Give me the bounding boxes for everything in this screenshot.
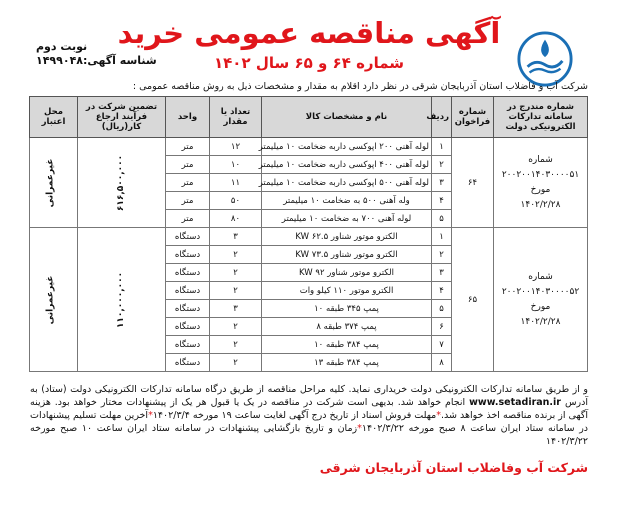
tender-date-label: مورخ xyxy=(530,301,551,312)
item-unit: متر xyxy=(166,156,210,174)
row-number: ۳ xyxy=(432,264,452,282)
call-number-cell: ۶۴ xyxy=(452,138,494,228)
item-unit: دستگاه xyxy=(166,228,210,246)
item-unit: دستگاه xyxy=(166,246,210,264)
row-number: ۱ xyxy=(432,138,452,156)
item-qty: ۱۲ xyxy=(210,138,262,156)
row-number: ۱ xyxy=(432,228,452,246)
tender-date: ۱۴۰۲/۲/۲۸ xyxy=(520,199,561,210)
footer-line1: و از طریق سامانه تدارکات الکترونیکی دولت خریداری نماید. کلیه مراحل مناقصه از طریق درگاه سامانه تدارکات الکترونیکی دولت (ستاد) به آدرس xyxy=(30,384,588,408)
item-unit: متر xyxy=(166,192,210,210)
item-qty: ۲ xyxy=(210,354,262,372)
table-header-row xyxy=(30,97,588,138)
credit-cell xyxy=(30,228,78,372)
item-name: پمپ ۳۸۴ طبقه ۱۳ xyxy=(262,354,432,372)
row-number: ۶ xyxy=(432,318,452,336)
guarantee-amount: ۶۱۶,۵۰۰,۰۰۰ xyxy=(116,154,127,211)
page-title: آگهی مناقصه عمومی خرید xyxy=(117,16,501,50)
item-name: الکترو موتور شناور KW ۶۲.۵ xyxy=(262,228,432,246)
item-name: وله آهنی ۵۰۰ به ضخامت ۱۰ میلیمتر xyxy=(262,192,432,210)
item-name: پمپ ۳۷۴ طبقه ۸ xyxy=(262,318,432,336)
guarantee-amount: ۱۱۰,۰۰۰,۰۰۰ xyxy=(116,271,127,328)
company-name: شرکت آب وفاضلاب استان آذربایجان شرقی xyxy=(319,460,588,475)
row-number: ۴ xyxy=(432,192,452,210)
credit-source: غیرعمرانی xyxy=(45,158,56,207)
item-name: الکترو موتور شناور KW ۹۲ xyxy=(262,264,432,282)
header-guarantee: تضمین شرکت در فرآیند ارجاع کار(ریال) xyxy=(78,97,166,138)
tender-number-cell xyxy=(494,138,588,228)
item-unit: متر xyxy=(166,138,210,156)
header-item: نام و مشخصات کالا xyxy=(262,97,432,138)
row-number: ۲ xyxy=(432,246,452,264)
footer-line2: بدیهی است شرکت در مناقصه در یک یا قبول هر یک از پیشنهادات مختار خواهد بود. هزینه آگهی از برنده مناقصه اخذ خواهد شد. xyxy=(30,397,588,421)
item-qty: ۱۰ xyxy=(210,156,262,174)
item-qty: ۲ xyxy=(210,282,262,300)
item-name: پمپ ۳۴۵ طبقه ۱۰ xyxy=(262,300,432,318)
tender-number-cell xyxy=(494,228,588,372)
header-credit: محل اعتبار xyxy=(30,97,78,138)
item-name: پمپ ۳۸۴ طبقه ۱۰ xyxy=(262,336,432,354)
header-tender-no: شماره مندرج در سامانه تدارکات الکترونیکی دولت xyxy=(494,97,588,138)
call-number-cell: ۶۵ xyxy=(452,228,494,372)
guarantee-cell xyxy=(78,228,166,372)
footer-text xyxy=(30,383,588,448)
item-qty: ۲ xyxy=(210,318,262,336)
header-row: ردیف xyxy=(432,97,452,138)
page-subtitle: شماره ۶۴ و ۶۵ سال ۱۴۰۲ xyxy=(213,54,405,72)
star-icon: * xyxy=(357,423,362,434)
item-qty: ۱۱ xyxy=(210,174,262,192)
row-number: ۳ xyxy=(432,174,452,192)
star-icon: * xyxy=(436,410,441,421)
item-name: لوله آهنی ۲۰۰ اپوکسی داربه ضخامت ۱۰ میلیمتر xyxy=(262,138,432,156)
credit-source: غیرعمرانی xyxy=(45,275,56,324)
table-row xyxy=(30,138,588,156)
item-name: لوله آهنی ۴۰۰ اپوکسی داربه ضخامت ۱۰ میلیمتر xyxy=(262,156,432,174)
footer-line1-end: انجام خواهد شد. xyxy=(397,397,466,408)
item-name: لوله آهنی ۵۰۰ اپوکسی داربه ضخامت ۱۰ میلیمتر xyxy=(262,174,432,192)
tender-table xyxy=(29,96,588,372)
footer-line5: زمان و تاریخ بازگشایی پیشنهادات در سامانه ستاد ایران ساعت ۱۰ صبح مورخه ۱۴۰۲/۳/۲۲ xyxy=(30,423,588,447)
row-number: ۵ xyxy=(432,300,452,318)
item-qty: ۳ xyxy=(210,228,262,246)
item-qty: ۵۰ xyxy=(210,192,262,210)
header-qty: تعداد یا مقدار xyxy=(210,97,262,138)
star-icon: * xyxy=(148,410,153,421)
setad-link[interactable]: www.setadiran.ir xyxy=(469,397,561,408)
item-unit: دستگاه xyxy=(166,354,210,372)
item-name: لوله آهنی ۷۰۰ به ضخامت ۱۰ میلیمتر xyxy=(262,210,432,228)
item-unit: دستگاه xyxy=(166,336,210,354)
item-qty: ۳ xyxy=(210,300,262,318)
footer-line4: آخرین مهلت تسلیم پیشنهادات در سامانه ستاد ایران ساعت ۸ صبح مورخه ۱۴۰۲/۳/۲۲ xyxy=(30,410,589,434)
tender-number-label: شماره xyxy=(528,271,553,282)
row-number: ۲ xyxy=(432,156,452,174)
row-number: ۸ xyxy=(432,354,452,372)
tender-number: ۲۰۰۲۰۰۱۴۰۳۰۰۰۰۵۱ xyxy=(501,169,580,180)
header-call-no: شماره فراخوان xyxy=(452,97,494,138)
item-unit: دستگاه xyxy=(166,300,210,318)
item-qty: ۸۰ xyxy=(210,210,262,228)
item-unit: متر xyxy=(166,210,210,228)
item-qty: ۲ xyxy=(210,336,262,354)
item-qty: ۲ xyxy=(210,264,262,282)
ad-id: شناسه آگهی:۱۴۹۹۰۴۸ xyxy=(36,54,157,67)
item-unit: دستگاه xyxy=(166,264,210,282)
intro-text: شرکت آب و فاضلاب استان آذربایجان شرقی در نظر دارد اقلام به مقدار و مشخصات ذیل به روش مناقصه عمومی : xyxy=(132,81,588,92)
item-unit: متر xyxy=(166,174,210,192)
item-unit: دستگاه xyxy=(166,282,210,300)
turn-label: نوبت دوم xyxy=(36,40,88,53)
item-unit: دستگاه xyxy=(166,318,210,336)
row-number: ۵ xyxy=(432,210,452,228)
tender-number-label: شماره xyxy=(528,154,553,165)
guarantee-cell xyxy=(78,138,166,228)
item-name: الکترو موتور ۱۱۰ کیلو وات xyxy=(262,282,432,300)
footer-line3: مهلت فروش اسناد از تاریخ درج آگهی لغایت ساعت ۱۹ مورخه ۱۴۰۲/۳/۴ xyxy=(152,410,437,421)
credit-cell xyxy=(30,138,78,228)
tender-date: ۱۴۰۲/۲/۲۸ xyxy=(520,316,561,327)
item-qty: ۲ xyxy=(210,246,262,264)
item-name: الکترو موتور شناور KW ۷۳.۵ xyxy=(262,246,432,264)
header-unit: واحد xyxy=(166,97,210,138)
tender-date-label: مورخ xyxy=(530,184,551,195)
tender-number: ۲۰۰۲۰۰۱۴۰۳۰۰۰۰۵۲ xyxy=(501,286,580,297)
row-number: ۴ xyxy=(432,282,452,300)
row-number: ۷ xyxy=(432,336,452,354)
table-row xyxy=(30,228,588,246)
